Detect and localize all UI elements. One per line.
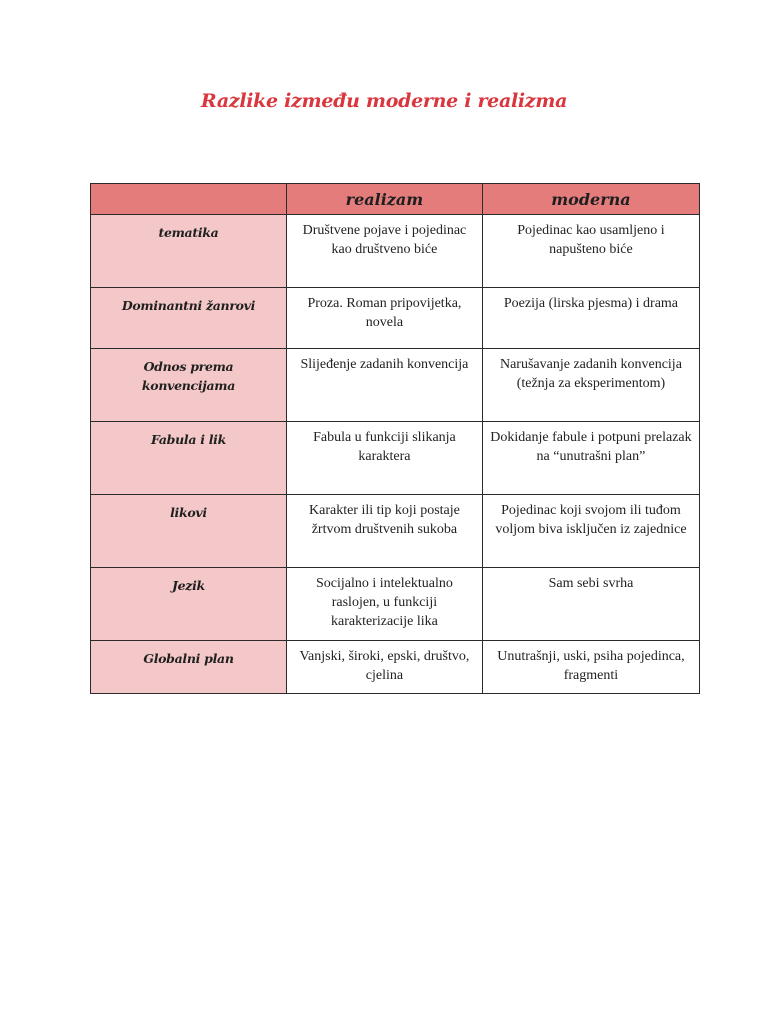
cell-realizam: Društvene pojave i pojedinac kao društveno biće: [286, 215, 482, 288]
cell-realizam: Karakter ili tip koji postaje žrtvom društvenih sukoba: [286, 495, 482, 568]
cell-realizam: Proza. Roman pripovijetka, novela: [286, 288, 482, 349]
cell-moderna: Pojedinac kao usamljeno i napušteno biće: [482, 215, 699, 288]
table-row: [91, 288, 700, 349]
cell-realizam: Socijalno i intelektualno raslojen, u funkciji karakterizacije lika: [286, 568, 482, 641]
cell-moderna: Dokidanje fabule i potpuni prelazak na “unutrašni plan”: [482, 422, 699, 495]
cell-moderna: Unutrašnji, uski, psiha pojedinca, fragmenti: [482, 641, 699, 694]
table-row: [91, 641, 700, 694]
cell-realizam: Fabula u funkciji slikanja karaktera: [286, 422, 482, 495]
cell-moderna: Poezija (lirska pjesma) i drama: [482, 288, 699, 349]
table-row: [91, 422, 700, 495]
cell-realizam: Slijeđenje zadanih konvencija: [286, 349, 482, 422]
cell-moderna: Narušavanje zadanih konvencija (težnja za eksperimentom): [482, 349, 699, 422]
table-row: [91, 495, 700, 568]
row-label: Fabula i lik: [91, 422, 287, 495]
header-realizam: realizam: [286, 184, 482, 215]
cell-moderna: Sam sebi svrha: [482, 568, 699, 641]
table-row: [91, 568, 700, 641]
cell-moderna: Pojedinac koji svojom ili tuđom voljom biva isključen iz zajednice: [482, 495, 699, 568]
table-row: [91, 215, 700, 288]
cell-realizam: Vanjski, široki, epski, društvo, cjelina: [286, 641, 482, 694]
row-label: tematika: [91, 215, 287, 288]
row-label: Globalni plan: [91, 641, 287, 694]
row-label: likovi: [91, 495, 287, 568]
row-label: Odnos prema konvencijama: [91, 349, 287, 422]
comparison-table: [90, 183, 700, 694]
table-row: [91, 349, 700, 422]
page-title: Razlike između moderne i realizma: [200, 90, 568, 112]
table-header-row: [91, 184, 700, 215]
header-empty-cell: [91, 184, 287, 215]
row-label: Dominantni žanrovi: [91, 288, 287, 349]
header-moderna: moderna: [482, 184, 699, 215]
row-label: Jezik: [91, 568, 287, 641]
